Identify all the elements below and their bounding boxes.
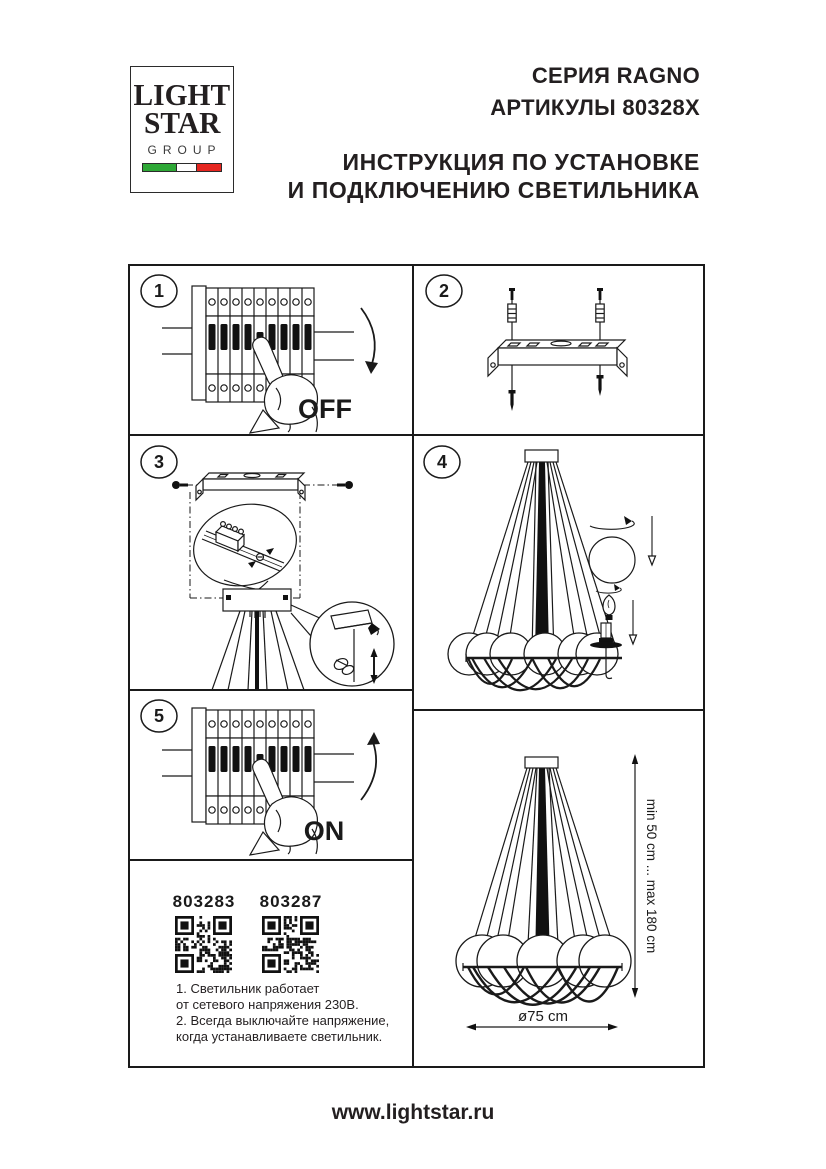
down-arrow-icon <box>630 600 637 644</box>
safety-notes <box>176 981 389 1045</box>
step3-panel <box>141 446 394 690</box>
article-number-right: 803287 <box>259 892 323 911</box>
note-line: когда устанавливаете светильник. <box>176 1029 383 1044</box>
terminal-block-magnifier <box>185 494 305 597</box>
wall-anchor-right-icon <box>596 288 604 322</box>
height-dimension-label: min 50 cm ... max 180 cm <box>644 798 659 954</box>
diameter-dimension-label: ø75 cm <box>517 1008 569 1025</box>
switch-down-arrow-icon <box>361 308 375 364</box>
glass-globe-icon <box>589 516 635 583</box>
qr-code-icon <box>262 916 319 973</box>
on-label: ON <box>303 816 345 846</box>
side-screw-right-icon <box>337 481 353 489</box>
step2-number: 2 <box>438 281 450 301</box>
cord-lock-detail-magnifier <box>310 602 394 686</box>
lightstar-logo <box>130 66 234 193</box>
flag-red-stripe <box>197 164 221 171</box>
step1-panel <box>141 275 378 433</box>
dimensions-panel <box>456 754 659 1030</box>
step5-panel <box>141 700 380 855</box>
articles-panel <box>173 892 323 973</box>
instruction-title-line1: ИНСТРУКЦИЯ ПО УСТАНОВКЕ <box>342 149 700 175</box>
chandelier-dimension-diagram <box>456 757 631 1005</box>
website-url: www.lightstar.ru <box>331 1101 495 1124</box>
logo-word-light: LIGHT <box>133 77 231 112</box>
screw-right-icon <box>597 375 604 396</box>
qr-code-icon <box>175 916 232 973</box>
flag-white-stripe <box>176 164 197 171</box>
italian-flag-icon <box>142 163 222 172</box>
step5-number: 5 <box>153 706 165 726</box>
flag-green-stripe <box>143 164 176 171</box>
off-label: OFF <box>298 394 352 424</box>
step4-panel <box>424 446 656 690</box>
side-screw-left-icon <box>172 481 188 489</box>
instruction-diagram-grid <box>128 264 705 1068</box>
candle-bulb-icon <box>596 584 621 620</box>
step4-number: 4 <box>436 452 448 472</box>
height-dimension-arrow <box>632 754 638 998</box>
article-number-left: 803283 <box>172 892 236 911</box>
articles-title: АРТИКУЛЫ 80328X <box>490 95 700 120</box>
document-title-block <box>288 60 700 204</box>
canopy-diagram <box>212 589 304 690</box>
step2-panel <box>426 275 627 411</box>
screw-left-icon <box>509 390 516 411</box>
series-title: СЕРИЯ RAGNO <box>531 63 700 88</box>
instruction-title-line2: И ПОДКЛЮЧЕНИЮ СВЕТИЛЬНИКА <box>287 177 700 203</box>
step1-number: 1 <box>153 281 165 301</box>
note-line: 1. Светильник работает <box>176 981 320 996</box>
note-line: от сетевого напряжения 230В. <box>176 997 359 1012</box>
mounting-bracket-diagram <box>488 340 627 376</box>
ceiling-bracket-diagram <box>196 473 305 500</box>
note-line: 2. Всегда выключайте напряжение, <box>176 1013 390 1028</box>
step3-number: 3 <box>153 452 165 472</box>
down-arrow-icon <box>649 516 656 565</box>
wall-anchor-left-icon <box>508 288 516 322</box>
logo-word-group: GROUP <box>147 143 222 157</box>
switch-up-arrow-icon <box>361 742 376 800</box>
logo-word-star: STAR <box>143 105 221 140</box>
